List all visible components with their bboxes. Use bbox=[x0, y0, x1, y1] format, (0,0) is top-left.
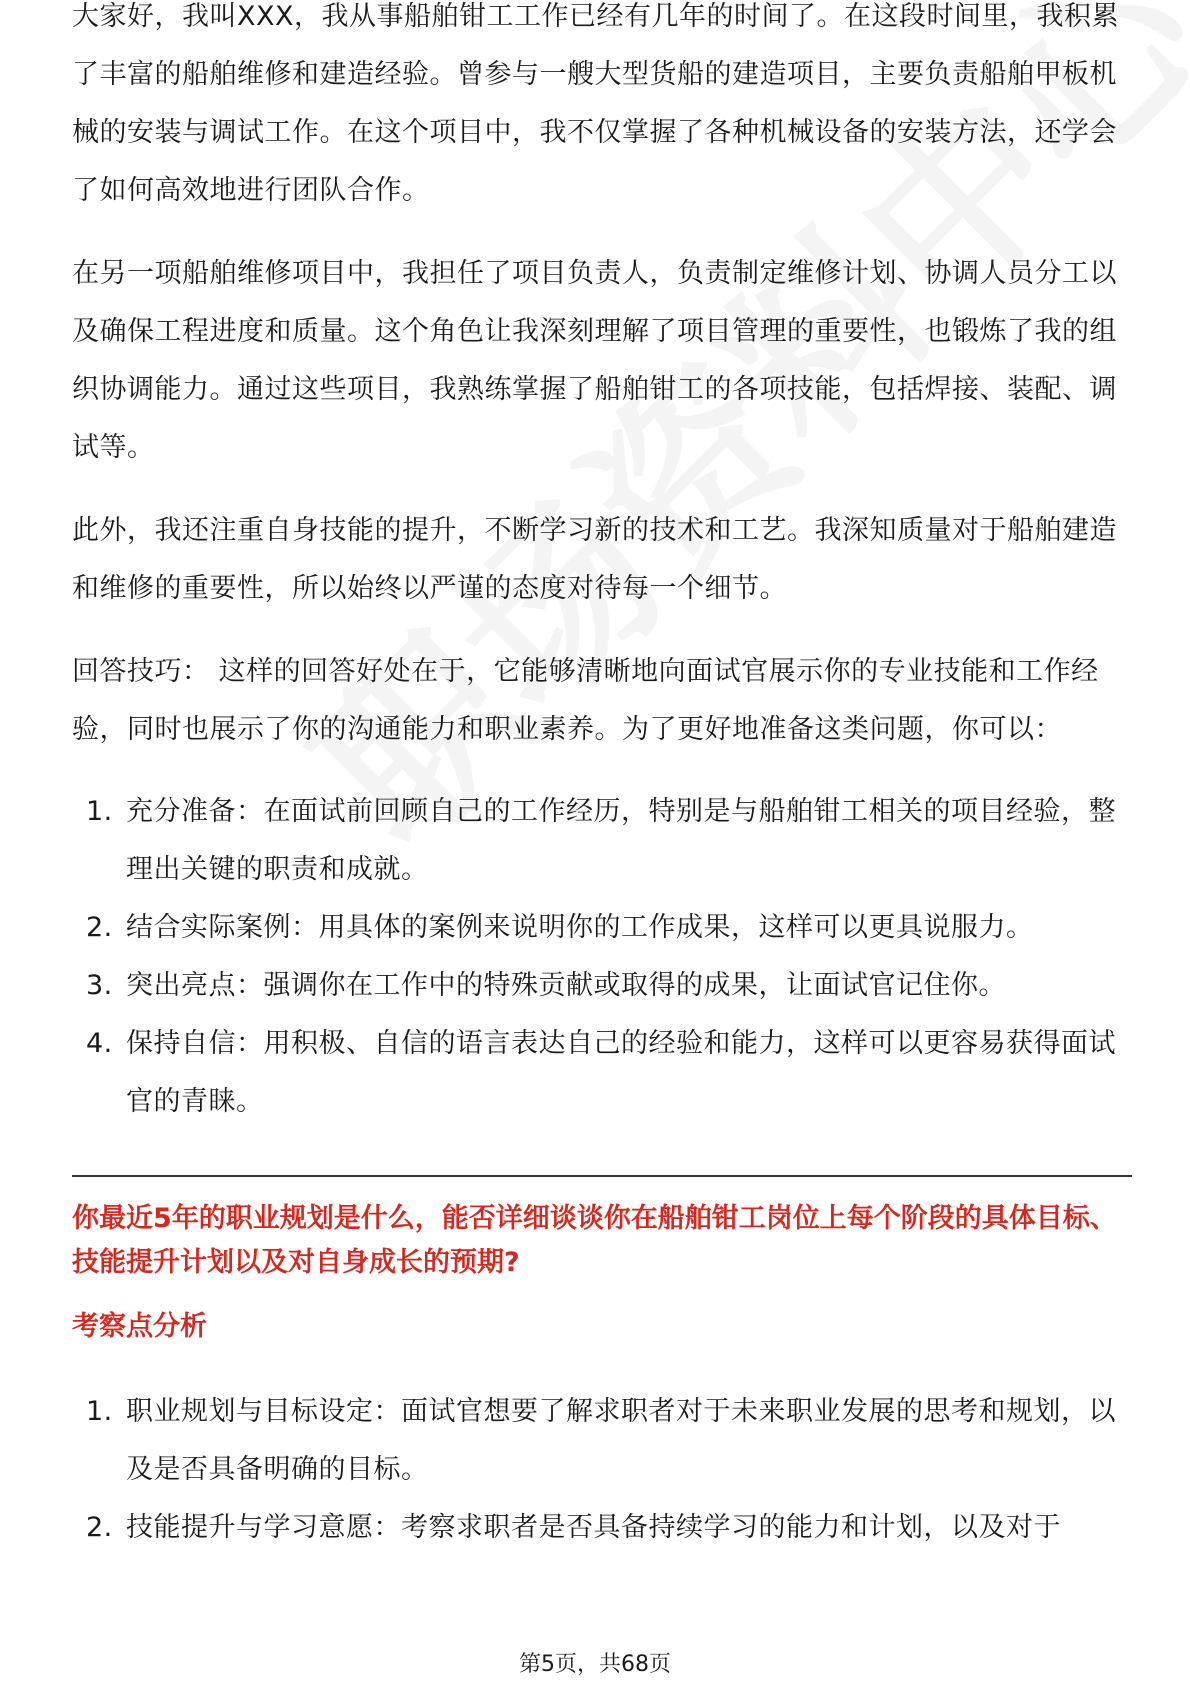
paragraph-experience: 大家好，我叫XXX，我从事船舶钳工工作已经有几年的时间了。在这段时间里，我积累了丰富的船舶维修和建造经验。曾参与一艘大型货船的建造项目，主要负责船舶甲板机械的安装与调试工作。在这个项目中，我不仅掌握了各种机械设备的安装方法，还学会了如何高效地进行团队合作。 bbox=[72, 1, 1119, 206]
analysis-heading: 考察点分析 bbox=[72, 1311, 207, 1342]
interview-question: 你最近5年的职业规划是什么，能否详细谈谈你在船舶钳工岗位上每个阶段的具体目标、技能提升计划以及对自身成长的预期? bbox=[72, 1203, 1117, 1278]
list-item: 1. 充分准备：在面试前回顾自己的工作经历，特别是与船舶钳工相关的项目经验，整理出关键的职责和成就。 bbox=[86, 796, 1116, 885]
paragraph-project-lead: 在另一项船舶维修项目中，我担任了项目负责人，负责制定维修计划、协调人员分工以及确保工程进度和质量。这个角色让我深刻理解了项目管理的重要性，也锻炼了我的组织协调能力。通过这些项目，我熟练掌握了船舶钳工的各项技能，包括焊接、装配、调试等。 bbox=[72, 258, 1117, 463]
list-item: 3. 突出亮点：强调你在工作中的特殊贡献或取得的成果，让面试官记住你。 bbox=[86, 970, 1006, 1001]
list-item: 2. 技能提升与学习意愿：考察求职者是否具备持续学习的能力和计划，以及对于 bbox=[86, 1512, 1061, 1543]
list-item: 4. 保持自信：用积极、自信的语言表达自己的经验和能力，这样可以更容易获得面试官的青睐。 bbox=[86, 1028, 1116, 1117]
page-number: 第5页，共68页 bbox=[519, 1652, 671, 1677]
list-item: 1. 职业规划与目标设定：面试官想要了解求职者对于未来职业发展的思考和规划，以及是否具备明确的目标。 bbox=[86, 1396, 1116, 1485]
list-item: 2. 结合实际案例：用具体的案例来说明你的工作成果，这样可以更具说服力。 bbox=[86, 912, 1034, 943]
paragraph-skill-improvement: 此外，我还注重自身技能的提升，不断学习新的技术和工艺。我深知质量对于船舶建造和维修的重要性，所以始终以严谨的态度对待每一个细节。 bbox=[72, 515, 1117, 604]
tips-list bbox=[72, 783, 1132, 1131]
document-page bbox=[72, 0, 1132, 1557]
paragraph-answer-tips: 回答技巧： 这样的回答好处在于，它能够清晰地向面试官展示你的专业技能和工作经验，同时也展示了你的沟通能力和职业素养。为了更好地准备这类问题，你可以： bbox=[72, 656, 1099, 745]
analysis-list bbox=[72, 1383, 1132, 1557]
